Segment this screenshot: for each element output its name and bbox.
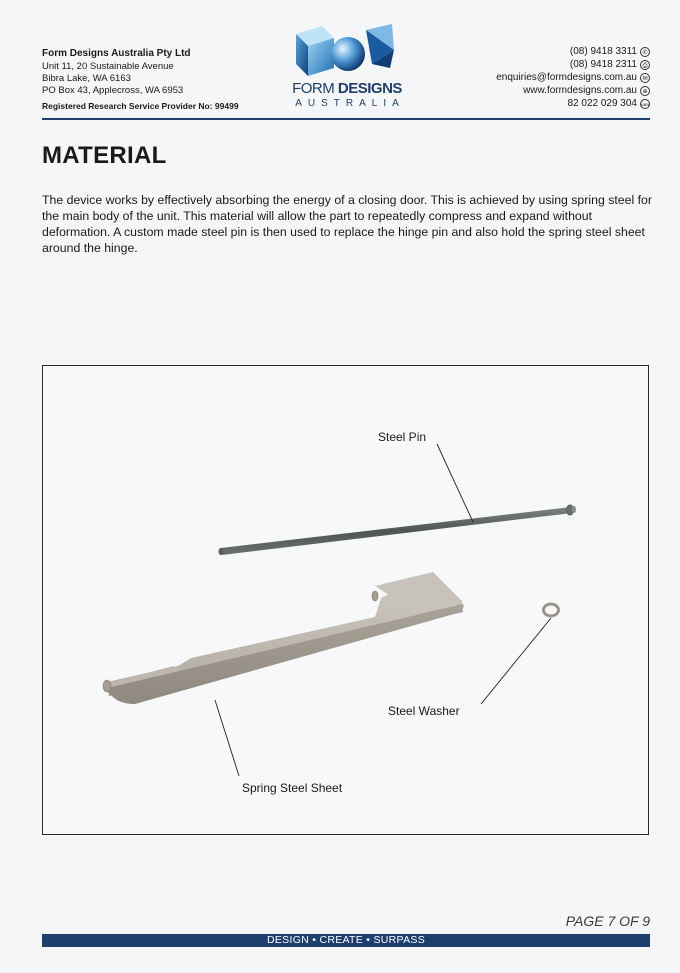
abn-icon: ABN (640, 99, 650, 109)
material-figure (42, 365, 649, 835)
figure-illustration (43, 366, 648, 834)
steel-washer-shape (544, 604, 559, 616)
contact-phone: (08) 9418 3311 ✆ (496, 45, 650, 58)
washer-leader-line (481, 618, 551, 704)
company-address-block (42, 48, 239, 112)
footer-tagline: DESIGN • CREATE • SURPASS (42, 934, 650, 947)
header-divider (42, 118, 650, 120)
phone-icon: ✆ (640, 47, 650, 57)
contact-email: enquiries@formdesigns.com.au ✉ (496, 71, 650, 84)
page-title: MATERIAL (42, 142, 167, 169)
spring-steel-sheet-shape (103, 572, 464, 704)
company-name: Form Designs Australia Pty Ltd (42, 48, 191, 59)
page-number: PAGE 7 OF 9 (565, 913, 650, 929)
logo-line2: AUSTRALIA (295, 98, 405, 109)
steel-pin-label: Steel Pin (378, 430, 427, 444)
contact-block (496, 45, 650, 110)
contact-fax: (08) 9418 2311 ⎙ (496, 58, 650, 71)
contact-abn: 82 022 029 304 ABN (567, 98, 650, 109)
address-line: Bibra Lake, WA 6163 (42, 73, 131, 84)
logo-line1: FORM DESIGNS (292, 80, 402, 97)
email-icon: ✉ (640, 73, 650, 83)
spring-steel-sheet-label: Spring Steel Sheet (242, 781, 343, 795)
pin-leader-line (437, 444, 473, 522)
address-line: PO Box 43, Applecross, WA 6953 (42, 85, 184, 96)
contact-web: www.formdesigns.com.au ⊕ (496, 84, 650, 97)
address-line: Unit 11, 20 Sustainable Avenue (42, 61, 174, 72)
logo-wordmark (282, 80, 412, 109)
fax-icon: ⎙ (640, 60, 650, 70)
body-paragraph: The device works by effectively absorbing the energy of a closing door. This is achieved by using spring steel for the main body of the unit. This material will allow the part to repeatedly compress and expand without deformation. A custom made steel pin is then used to replace the hinge pin and also hold the spring steel sheet around the hinge. (42, 193, 652, 255)
registration-number: Registered Research Service Provider No: 99499 (42, 101, 239, 111)
web-icon: ⊕ (640, 86, 650, 96)
steel-washer-label: Steel Washer (388, 704, 460, 718)
sheet-leader-line (215, 700, 239, 776)
steel-pin-shape (219, 505, 577, 555)
